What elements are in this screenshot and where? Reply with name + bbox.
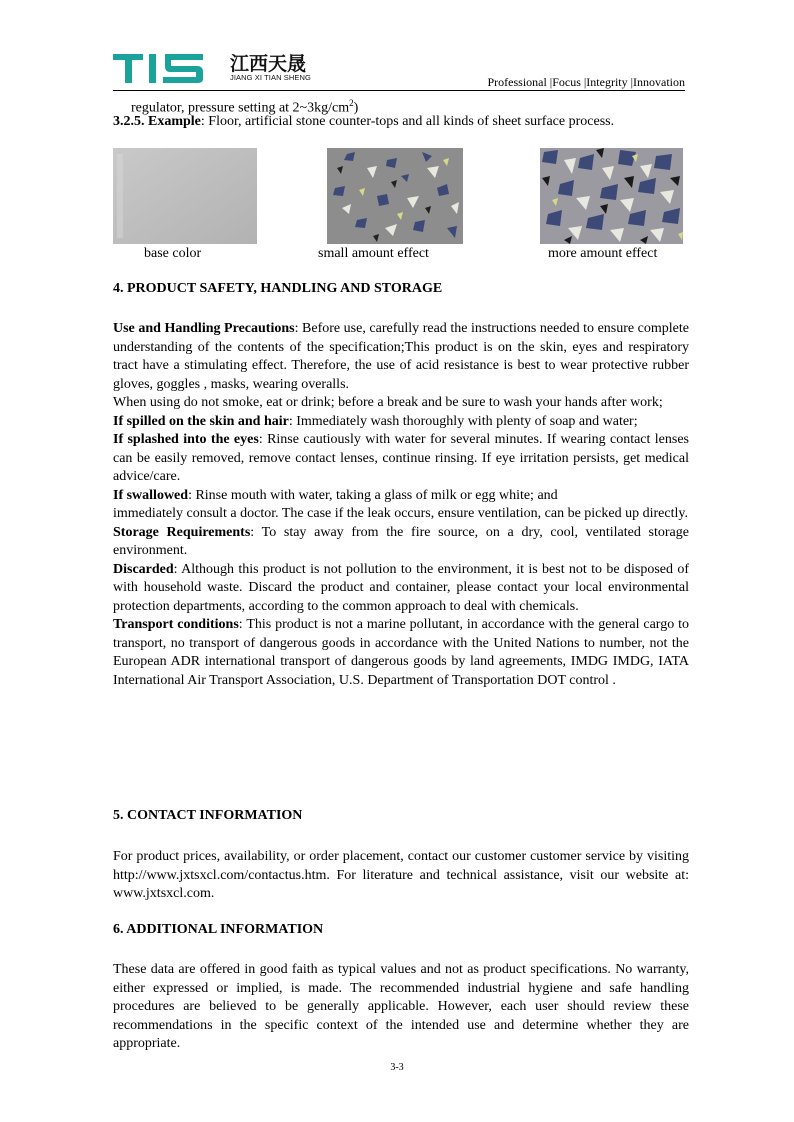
contact-paragraph: For product prices, availability, or order placement, contact our customer customer service by visiting http://www.jxtsxcl.com/contactus.htm. For literature and technical assistance, visit our website at: www.jxtsxcl.com. — [113, 849, 689, 901]
page-number: 3-3 — [390, 1062, 404, 1073]
section-4-heading: 4. PRODUCT SAFETY, HANDLING AND STORAGE — [113, 281, 443, 296]
discarded-paragraph: Discarded: Although this product is not pollution to the environment, it is best not to be disposed of with household waste. Discard the product and container, please contact your local environmental protection departments, according to the common approach to deal with chemicals. — [113, 561, 689, 614]
svg-text:江西天晟: 江西天晟 — [230, 53, 307, 74]
example-label: 3.2.5. Example — [113, 114, 201, 129]
section-5-heading: 5. CONTACT INFORMATION — [113, 808, 303, 823]
eye-contact-paragraph: If splashed into the eyes: Rinse cautiously with water for several minutes. If wearing contact lenses can be easily removed, remove contact lenses, continue rinsing. If eye irritation persists, get medical advice/care. — [113, 432, 689, 484]
small-amount-caption: small amount effect — [318, 246, 429, 261]
storage-paragraph: Storage Requirements: To stay away from the fire source, on a dry, cool, ventilated storage environment. — [113, 524, 689, 558]
company-english-name: JIANG XI TIAN SHENG — [230, 73, 311, 82]
pressure-line: regulator, pressure setting at $2\sim 3kg/cm^2$) — [131, 98, 359, 116]
header-tagline: Professional |Focus |Integrity |Innovation — [487, 75, 685, 89]
chinese-name-logo — [230, 52, 310, 74]
additional-info-paragraph: These data are offered in good faith as typical values and not as product specifications. No warranty, either expressed or implied, is made. The recommended industrial hygiene and safe handling procedures are believed to be generally applicable. However, each user should review these recommendations in the specific context of the intended use and determine whether they are appropriate. — [113, 962, 689, 1051]
no-smoking-paragraph: When using do not smoke, eat or drink; before a break and be sure to wash your hands after work; — [113, 395, 663, 410]
more-amount-caption: more amount effect — [548, 246, 658, 261]
page-header — [113, 48, 685, 91]
example-line: 3.2.5. Example: Floor, artificial stone counter-tops and all kinds of sheet surface process. — [113, 114, 615, 129]
skin-contact-paragraph: If spilled on the skin and hair: Immediately wash thoroughly with plenty of soap and water; — [113, 413, 638, 429]
section-6-heading: 6. ADDITIONAL INFORMATION — [113, 922, 324, 937]
transport-paragraph: Transport conditions: This product is not a marine pollutant, in accordance with the general cargo to transport, no transport of dangerous goods in accordance with the United Nations to number, not the European ADR international transport of dangerous goods by land agreements, IMDG IMDG, IATA International Air Transport Association, U.S. Department of Transportation DOT control . — [113, 617, 690, 688]
tis-logo — [113, 51, 213, 85]
use-handling-paragraph: Use and Handling Precautions: Before use, carefully read the instructions needed to ensure complete understanding of the contents of the specification;This product is on the skin, eyes and respiratory tract have a stimulating effect. Therefore, the use of acid resistance is best to wear protective rubber gloves, goggles , masks, wearing overalls. — [113, 321, 689, 392]
consult-doctor-paragraph: immediately consult a doctor. The case if the leak occurs, ensure ventilation, can be picked up directly. — [113, 506, 688, 521]
base-color-swatch — [113, 148, 257, 244]
base-color-caption: base color — [144, 246, 202, 261]
section-4-body — [113, 320, 689, 690]
small-amount-effect-swatch — [327, 148, 463, 244]
more-amount-effect-swatch — [540, 148, 683, 244]
swallowed-paragraph: If swallowed: Rinse mouth with water, taking a glass of milk or egg white; and — [113, 487, 558, 503]
